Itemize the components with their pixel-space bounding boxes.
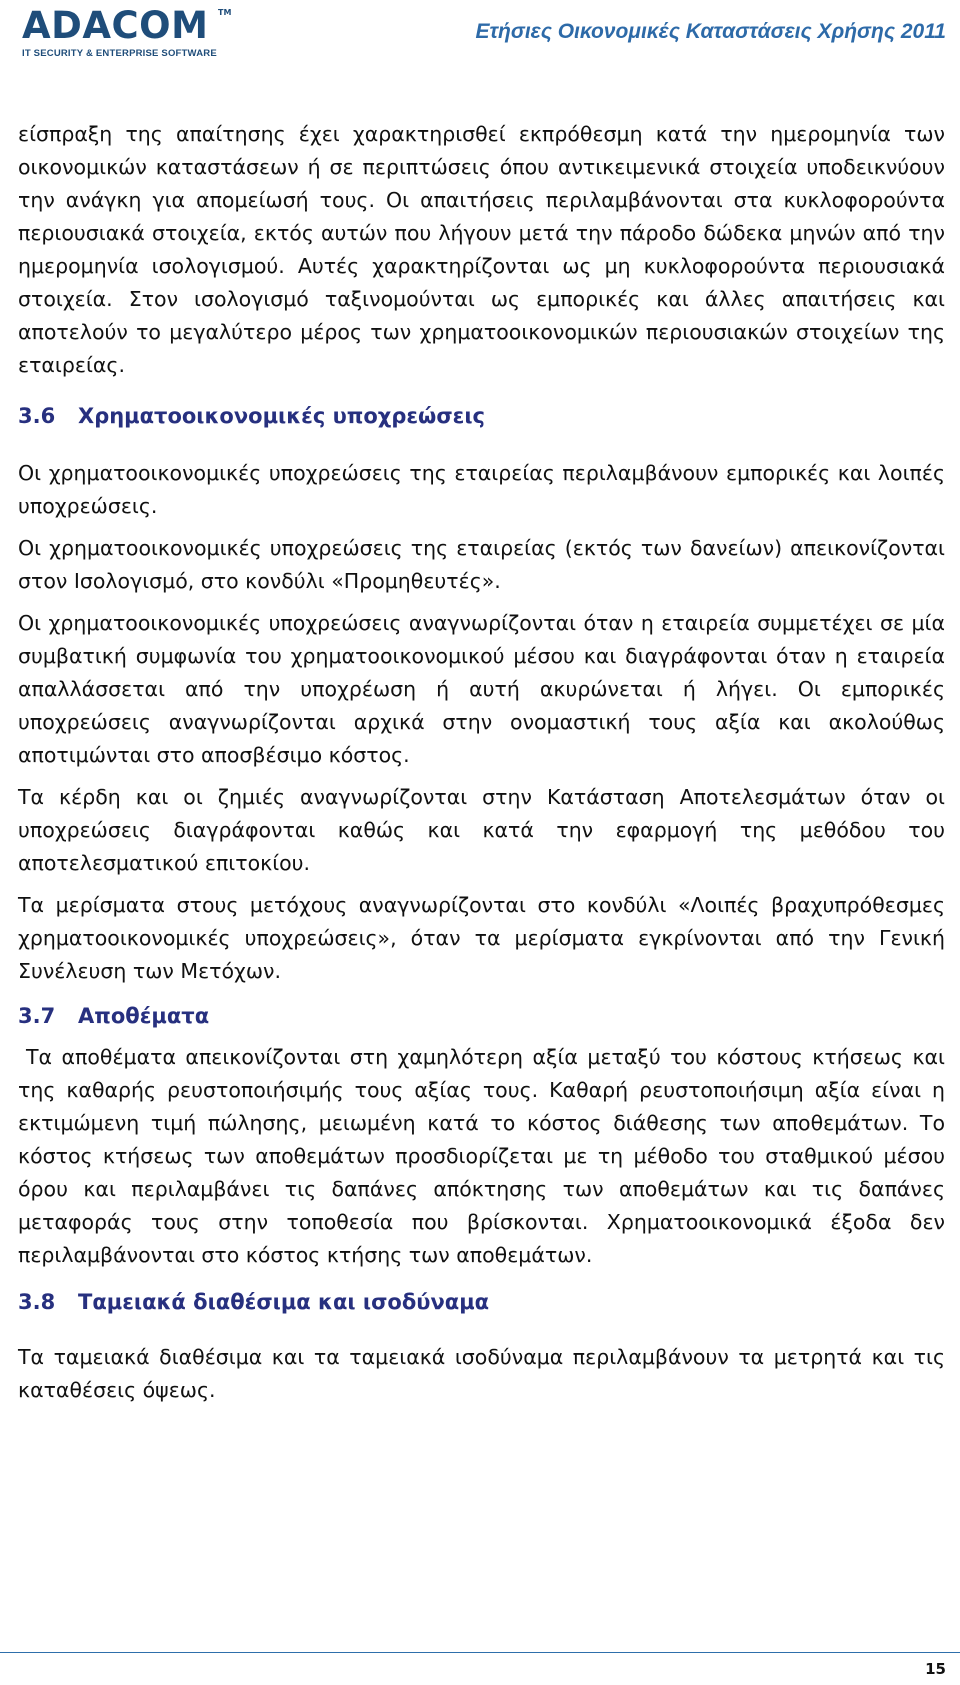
paragraph: Τα ταμειακά διαθέσιμα και τα ταμειακά ισοδύναμα περιλαμβάνουν τα μετρητά και τις καταθέσεις όψεως. bbox=[18, 1345, 945, 1402]
page-number: 15 bbox=[925, 1660, 946, 1678]
page-content bbox=[18, 118, 945, 1407]
section-number: 3.6 bbox=[18, 404, 56, 428]
section-number: 3.7 bbox=[18, 1004, 56, 1028]
paragraph: Τα μερίσματα στους μετόχους αναγνωρίζονται στο κονδύλι «Λοιπές βραχυπρόθεσμες χρηματοοικονομικές υποχρεώσεις», όταν τα μερίσματα εγκρίνονται από την Γενική Συνέλευση των Μετόχων. bbox=[18, 893, 945, 983]
paragraph: Οι χρηματοοικονομικές υποχρεώσεις της εταιρείας (εκτός των δανείων) απεικονίζονται στον Ισολογισμό, στο κονδύλι «Προμηθευτές». bbox=[18, 536, 945, 593]
company-logo bbox=[22, 6, 232, 62]
paragraph: είσπραξη της απαίτησης έχει χαρακτηρισθεί εκπρόθεσμη κατά την ημερομηνία των οικονομικών καταστάσεων ή σε περιπτώσεις όπου αντικειμενικά στοιχεία υποδεικνύουν την ανάγκη για απομείωσή τους. Οι απαιτήσεις περιλαμβάνονται στα κυκλοφορούντα περιουσιακά στοιχεία, εκτός αυτών που λήγουν μετά την πάροδο δώδεκα μηνών από την ημερομηνία ισολογισμού. Αυτές χαρακτηρίζονται ως μη κυκλοφορούντα περιουσιακά στοιχεία. Στον ισολογισμό ταξινομούνται ως εμπορικές και άλλες απαιτήσεις και αποτελούν το μεγαλύτερο μέρος των χρηματοοικονομικών περιουσιακών στοιχείων της εταιρείας. bbox=[18, 122, 945, 377]
logo-text: ADACOM bbox=[22, 4, 209, 47]
section-title: Χρηματοοικονομικές υποχρεώσεις bbox=[78, 404, 485, 428]
section-title: Αποθέματα bbox=[78, 1004, 210, 1028]
paragraph: Οι χρηματοοικονομικές υποχρεώσεις της εταιρείας περιλαμβάνουν εμπορικές και λοιπές υποχρεώσεις. bbox=[18, 461, 945, 518]
section-heading-3-8 bbox=[18, 1286, 945, 1319]
section-number: 3.8 bbox=[18, 1290, 56, 1314]
page-header bbox=[0, 0, 960, 70]
footer-divider bbox=[0, 1652, 960, 1653]
document-title: Ετήσιες Οικονομικές Καταστάσεις Χρήσης 2011 bbox=[475, 20, 946, 43]
section-heading-3-7 bbox=[18, 1000, 945, 1033]
paragraph: Τα αποθέματα απεικονίζονται στη χαμηλότερη αξία μεταξύ του κόστους κτήσεως και της καθαρής ρευστοποιήσιμής τους αξίας τους. Καθαρή ρευστοποιήσιμη αξία είναι η εκτιμώμενη τιμή πώλησης, μειωμένη κατά το κόστος διάθεσης των αποθεμάτων. Το κόστος κτήσεως των αποθεμάτων προσδιορίζεται με τη μέθοδο του σταθμικού μέσου όρου και περιλαμβάνει τις δαπάνες απόκτησης των αποθεμάτων και τις δαπάνες μεταφοράς τους στην τοποθεσία που βρίσκονται. Χρηματοοικονομικά έξοδα δεν περιλαμβάνονται στο κόστος κτήσης των αποθεμάτων. bbox=[18, 1045, 945, 1267]
paragraph: Οι χρηματοοικονομικές υποχρεώσεις αναγνωρίζονται όταν η εταιρεία συμμετέχει σε μία συμβατική συμφωνία του χρηματοοικονομικού μέσου και διαγράφονται όταν η εταιρεία απαλλάσσεται από την υποχρέωση ή αυτή ακυρώνεται ή λήγει. Οι εμπορικές υποχρεώσεις αναγνωρίζονται αρχικά στην ονομαστική τους αξία και ακολούθως αποτιμώνται στο αποσβέσιμο κόστος. bbox=[18, 611, 945, 767]
logo-trademark: TM bbox=[218, 8, 232, 17]
paragraph: Τα κέρδη και οι ζημιές αναγνωρίζονται στην Κατάσταση Αποτελεσμάτων όταν οι υποχρεώσεις διαγράφονται καθώς και κατά την εφαρμογή της μεθόδου του αποτελεσματικού επιτοκίου. bbox=[18, 785, 945, 875]
section-title: Ταμειακά διαθέσιμα και ισοδύναμα bbox=[78, 1290, 490, 1314]
section-heading-3-6 bbox=[18, 400, 945, 433]
logo-tagline: IT SECURITY & ENTERPRISE SOFTWARE bbox=[22, 48, 217, 59]
